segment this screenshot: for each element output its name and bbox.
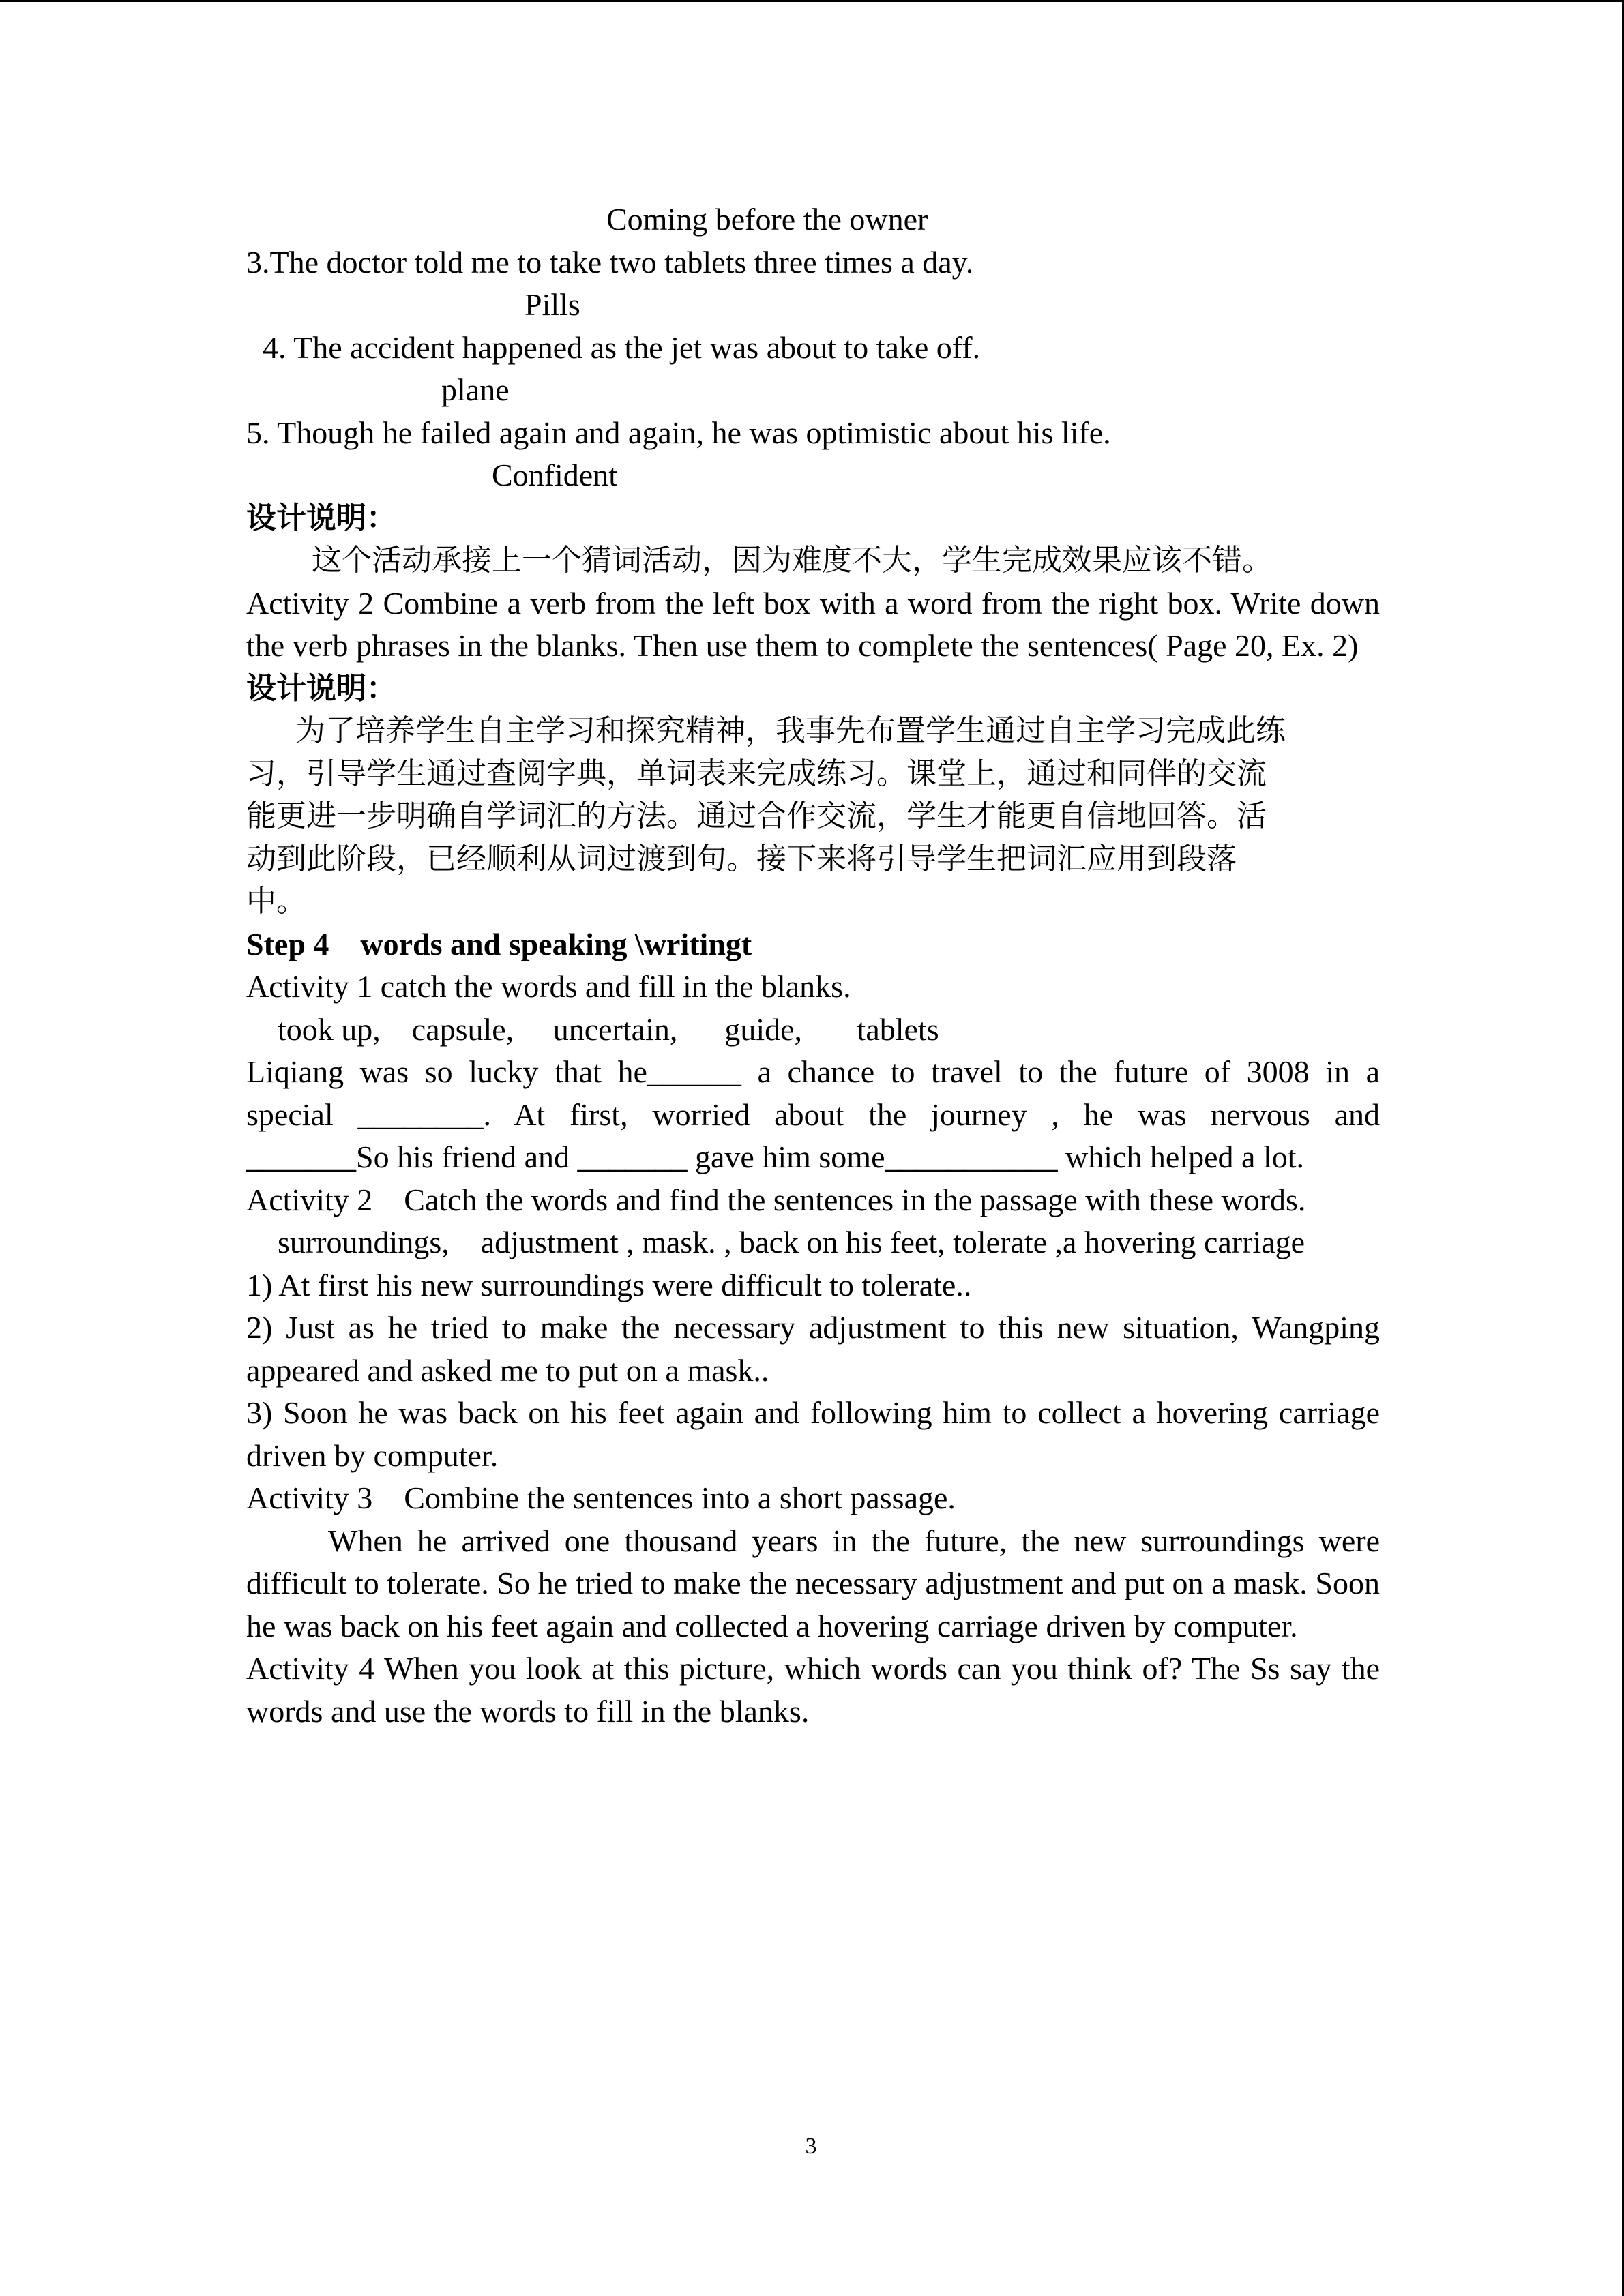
activity-2-instructions: Activity 2 Combine a verb from the left box with a word from the right box. Write down the verb phrases in the blanks. Then use them to complete the sentences( Page 20, Ex. 2)	[246, 585, 1380, 663]
page-number: 3	[805, 2134, 817, 2159]
example-sentence-4: 4. The accident happened as the jet was about to take off.	[263, 329, 981, 365]
fill-blank-line-1: Liqiang was so lucky that he______ a chance to travel to the future of 3008 in a	[246, 1054, 1380, 1089]
sentence-3: 3) Soon he was back on his feet again and following him to collect a hovering carriage driven by computer.	[246, 1395, 1380, 1473]
design-note-text-2-line-1: 为了培养学生自主学习和探究精神，我事先布置学生通过自主学习完成此练	[295, 713, 1286, 748]
example-sentence-3: 3.The doctor told me to take two tablets three times a day.	[246, 244, 974, 280]
fill-blank-line-3: _______So his friend and _______ gave him some___________ which helped a lot.	[246, 1139, 1305, 1174]
activity-2-heading: Activity 2 Catch the words and find the sentences in the passage with these words.	[246, 1182, 1306, 1217]
sentence-1: 1) At first his new surroundings were difficult to tolerate..	[246, 1267, 972, 1302]
synonym-answer-4: plane	[441, 372, 510, 407]
design-note-text-2-line-3: 能更进一步明确自学词汇的方法。通过合作交流，学生才能更自信地回答。活	[246, 799, 1267, 833]
example-answer-line: Coming before the owner	[606, 202, 928, 237]
design-note-text-2-line-5: 中。	[246, 884, 306, 919]
design-note-heading-2: 设计说明：	[246, 670, 396, 706]
phrase-bank: surroundings, adjustment , mask. , back on his feet, tolerate ,a hovering carriage	[278, 1225, 1305, 1259]
synonym-answer-5: Confident	[492, 458, 617, 492]
synonym-answer-3: Pills	[525, 287, 580, 322]
activity-1-instructions: Activity 1 catch the words and fill in the blanks.	[246, 969, 851, 1004]
example-sentence-5: 5. Though he failed again and again, he was optimistic about his life.	[246, 415, 1111, 450]
design-note-text-2-line-4: 动到此阶段，已经顺利从词过渡到句。接下来将引导学生把词汇应用到段落	[246, 841, 1237, 876]
fill-blank-line-2: special ________. At first, worried about the journey , he was nervous and	[246, 1097, 1380, 1132]
design-note-text-2-line-2: 习，引导学生通过查阅字典，单词表来完成练习。课堂上，通过和同伴的交流	[246, 756, 1267, 791]
combined-passage: When he arrived one thousand years in the future, the new surroundings were difficult to tolerate. So he tried to make the necessary adjustment and put on a mask. Soon he was back on his feet again and collected a hovering carriage driven by computer.	[246, 1523, 1380, 1643]
activity-3-heading: Activity 3 Combine the sentences into a short passage.	[246, 1480, 956, 1515]
sentence-2: 2) Just as he tried to make the necessary adjustment to this new situation, Wangping appeared and asked me to put on a mask..	[246, 1310, 1380, 1388]
design-note-heading-1: 设计说明：	[246, 500, 396, 535]
step-4-heading: Step 4 words and speaking \writingt	[246, 926, 752, 961]
word-bank: took up, capsule, uncertain, guide, tablets	[278, 1011, 939, 1047]
page-content	[246, 198, 1380, 1733]
activity-4-instructions: Activity 4 When you look at this picture, which words can you think of? The Ss say the words and use the words to fill in the blanks.	[246, 1651, 1380, 1729]
design-note-text-1: 这个活动承接上一个猜词活动，因为难度不大，学生完成效果应该不错。	[312, 543, 1272, 578]
